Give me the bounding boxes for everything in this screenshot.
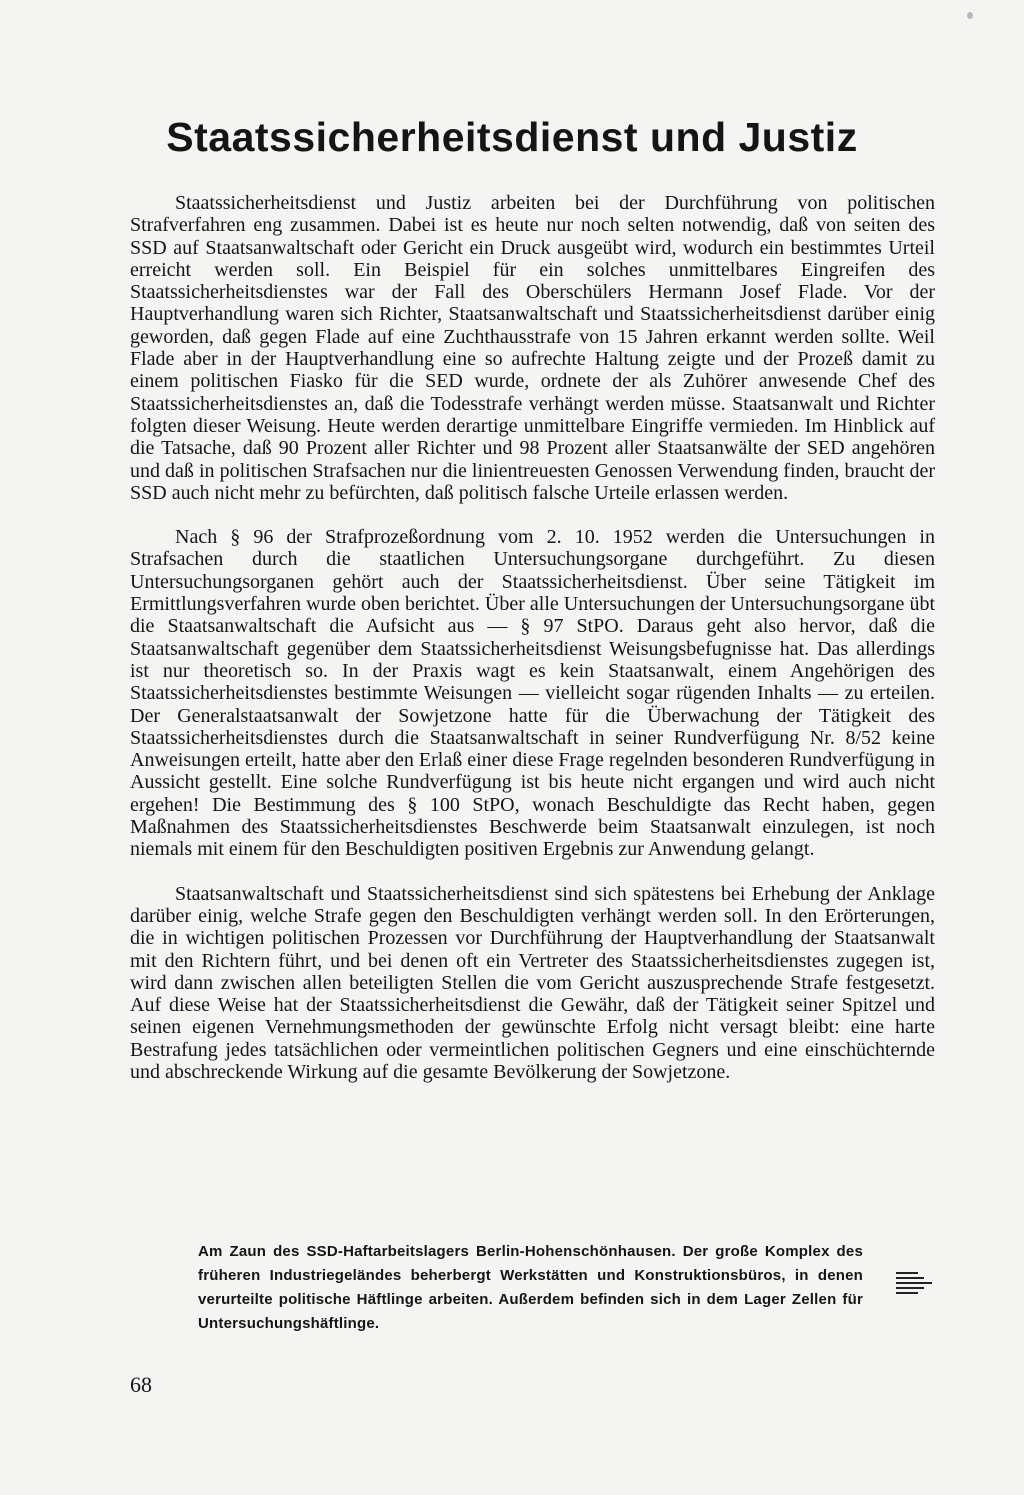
paragraph-1: Staatssicherheitsdienst und Justiz arbeiten bei der Durchführung von politischen Strafverfahren eng zusammen. Dabei ist es heute nur noch selten notwendig, daß von seiten des SSD auf Staatsanwaltschaft oder Gericht ein Druck ausgeübt wird, wodurch ein bestimmtes Urteil erreicht werden soll. Ein Beispiel für ein solches unmittelbares Eingreifen des Staatssicherheitsdienstes war der Fall des Oberschülers Hermann Josef Flade. Vor der Hauptverhandlung waren sich Richter, Staatsanwaltschaft und Staatssicherheitsdienst darüber einig geworden, daß gegen Flade auf eine Zuchthausstrafe von 15 Jahren erkannt werden sollte. Weil Flade aber in der Hauptverhandlung eine so aufrechte Haltung zeigte und der Prozeß damit zu einem politischen Fiasko für die SED wurde, ordnete der als Zuhörer anwesende Chef des Staatssicherheitsdienstes an, daß die Todesstrafe verhängt werden müsse. Staatsanwalt und Richter folgten dieser Weisung. Heute werden derartige unmittelbare Eingriffe vermieden. Im Hinblick auf die Tatsache, daß 90 Prozent aller Richter und 98 Prozent aller Staatsanwälte der SED angehören und daß in politischen Strafsachen nur die linientreuesten Genossen Verwendung finden, braucht der SSD auch nicht mehr zu befürchten, daß politisch falsche Urteile erlassen werden. xyxy=(130,192,935,504)
page-title: Staatssicherheitsdienst und Justiz xyxy=(166,114,858,160)
page-number: 68 xyxy=(130,1372,152,1397)
photo-caption: Am Zaun des SSD-Haftarbeitslagers Berlin-Hohenschönhausen. Der große Komplex des früheren Industriegeländes beherbergt Werkstätten und Konstruktionsbüros, in denen verurteilte politische Häftlinge arbeiten. Außerdem befinden sich in dem Lager Zellen für Untersuchungshäftlinge. xyxy=(198,1243,863,1332)
paragraph-3: Staatsanwaltschaft und Staatssicherheitsdienst sind sich spätestens bei Erhebung der Anklage darüber einig, welche Strafe gegen den Beschuldigten verhängt werden soll. In den Erörterungen, die in wichtigen politischen Prozessen vor Durchführung der Hauptverhandlung der Staatsanwalt mit den Richtern führt, und bei denen oft ein Vertreter des Staatssicherheitsdienstes zugegen ist, wird dann zwischen allen beteiligten Stellen die vom Gericht auszusprechende Strafe festgesetzt. Auf diese Weise hat der Staatssicherheitsdienst die Gewähr, daß der Tätigkeit seiner Spitzel und seinen eigenen Vernehmungsmethoden der gewünschte Erfolg nicht versagt bleibt: eine harte Bestrafung jedes tatsächlichen oder vermeintlichen politischen Gegners und eine einschüchternde und abschreckende Wirkung auf die gesamte Bevölkerung der Sowjetzone. xyxy=(130,882,935,1083)
paragraph-2: Nach § 96 der Strafprozeßordnung vom 2. 10. 1952 werden die Untersuchungen in Strafsachen durch die staatlichen Untersuchungsorgane durchgeführt. Zu diesen Untersuchungsorganen gehört auch der Staatssicherheitsdienst. Über seine Tätigkeit im Ermittlungsverfahren wurde oben berichtet. Über alle Untersuchungen der Untersuchungsorgane übt die Staatsanwaltschaft die Aufsicht aus — § 97 StPO. Daraus geht also hervor, daß die Staatsanwaltschaft gegenüber dem Staatssicherheitsdienst Weisungsbefugnisse hat. Das allerdings ist nur theoretisch so. In der Praxis wagt es kein Staatsanwalt, einem Angehörigen des Staatssicherheitsdienstes bestimmte Weisungen — vielleicht sogar rügenden Inhalts — zu erteilen. Der Generalstaatsanwalt der Sowjetzone hatte für die Überwachung der Tätigkeit des Staatssicherheitsdienstes durch die Staatsanwaltschaft in seiner Rundverfügung Nr. 8/52 keine Anweisungen erteilt, hatte aber den Erlaß einer diese Frage regelnden besonderen Rundverfügung in Aussicht gestellt. Eine solche Rundverfügung ist bis heute nicht ergangen und wird auch nicht ergehen! Die Bestimmung des § 100 StPO, wonach Beschuldigte das Recht haben, gegen Maßnahmen des Staatssicherheitsdienstes Beschwerde beim Staatsanwalt einzulegen, ist noch niemals mit einem für den Beschuldigten positiven Ergebnis zur Anwendung gelangt. xyxy=(130,526,935,861)
page-speck xyxy=(967,12,973,19)
arrow-mark-icon xyxy=(896,1272,932,1298)
article-body xyxy=(130,192,935,1105)
